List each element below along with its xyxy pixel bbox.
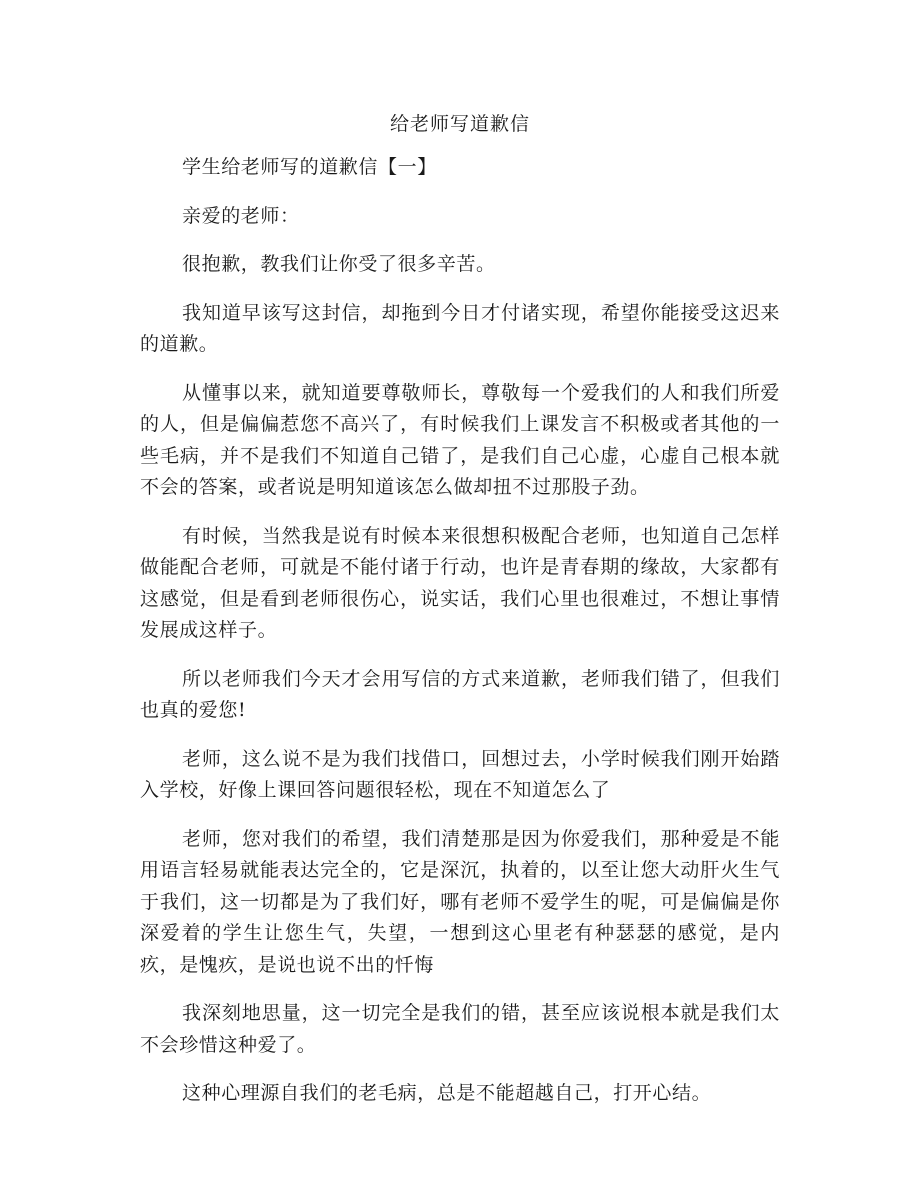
paragraph: 有时候，当然我是说有时候本来很想积极配合老师，也知道自己怎样做能配合老师，可就是不能付诸于行动，也许是青春期的缘故，大家都有这感觉，但是看到老师很伤心，说实话，我们心里也很难过，不想让事情发展成这样子。 <box>140 524 780 641</box>
paragraph: 老师，这么说不是为我们找借口，回想过去，小学时候我们刚开始踏入学校，好像上课回答问题很轻松，现在不知道怎么了 <box>140 747 780 801</box>
document-body <box>140 152 780 1127</box>
paragraph: 从懂事以来，就知道要尊敬师长，尊敬每一个爱我们的人和我们所爱的人，但是偏偏惹您不高兴了，有时候我们上课发言不积极或者其他的一些毛病，并不是我们不知道自己错了，是我们自己心虚，心虚自己根本就不会的答案，或者说是明知道该怎么做却扭不过那股子劲。 <box>140 381 780 498</box>
paragraph: 很抱歉，教我们让你受了很多辛苦。 <box>182 253 496 275</box>
paragraph: 我知道早该写这封信，却拖到今日才付诸实现，希望你能接受这迟来的道歉。 <box>140 301 780 355</box>
paragraph: 这种心理源自我们的老毛病，总是不能超越自己，打开心结。 <box>182 1082 712 1104</box>
paragraph: 所以老师我们今天才会用写信的方式来道歉，老师我们错了，但我们也真的爱您! <box>140 667 780 721</box>
paragraph: 我深刻地思量，这一切完全是我们的错，甚至应该说根本就是我们太不会珍惜这种爱了。 <box>140 1002 780 1056</box>
paragraph: 老师，您对我们的希望，我们清楚那是因为你爱我们，那种爱是不能用语言轻易就能表达完全的，它是深沉，执着的，以至让您大动肝火生气于我们，这一切都是为了我们好，哪有老师不爱学生的呢，可是偏偏是你深爱着的学生让您生气，失望，一想到这心里老有种瑟瑟的感觉，是内疚，是愧疚，是说也说不出的忏悔 <box>140 827 780 976</box>
paragraph-section-heading: 学生给老师写的道歉信【一】 <box>182 156 437 178</box>
paragraph-salutation: 亲爱的老师： <box>182 204 300 227</box>
document-title: 给老师写道歉信 <box>389 113 530 135</box>
